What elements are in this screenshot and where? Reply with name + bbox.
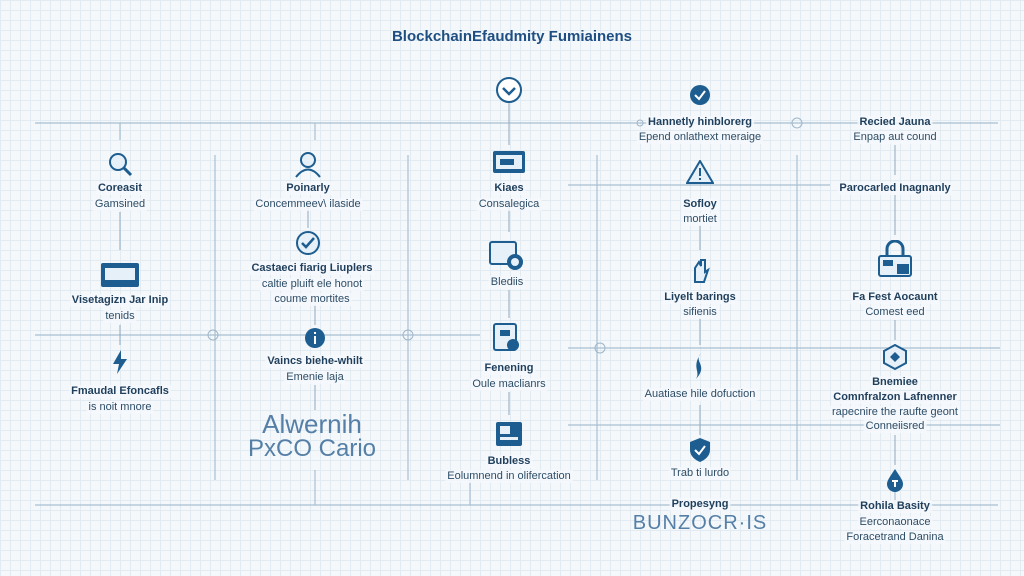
badge-icon <box>689 84 711 106</box>
chevron-down-circle-icon <box>495 76 523 104</box>
diagram-title: BlockchainEfaudmity Fumiainens <box>391 28 633 45</box>
device-icon <box>488 240 526 272</box>
node-label: Coreasit <box>97 182 143 194</box>
monitor-icon <box>492 150 526 176</box>
large-label: Alwernih <box>262 409 362 439</box>
node-sublabel: mortiet <box>683 213 717 225</box>
lock-icon <box>875 240 915 278</box>
shield-icon <box>689 437 711 463</box>
node-label: Auatiase hile dofuction <box>644 388 756 400</box>
node-sublabel: coume mortites <box>274 293 350 305</box>
node-label: Blediis <box>490 276 524 288</box>
large-label: PxCO Cario <box>247 435 377 462</box>
board-icon <box>494 420 524 448</box>
node-label: Bubless <box>487 455 531 467</box>
document-icon <box>492 322 522 354</box>
node-label: Propesyng <box>671 498 729 510</box>
node-sublabel: Enpap aut cound <box>853 131 937 143</box>
node-sublabel: Eerconaonace <box>859 516 931 528</box>
node-sublabel: Comest eed <box>865 306 925 318</box>
node-sublabel: sifienis <box>683 306 717 318</box>
node-sublabel: Consalegica <box>478 198 540 210</box>
node-sublabel: Emenie laja <box>286 371 344 383</box>
node-label: Visetagizn Jar Inip <box>71 294 169 306</box>
node-label: Recied Jauna <box>859 116 931 128</box>
node-label: Sofloy <box>683 198 717 210</box>
node-label: Rohila Basity <box>860 500 930 512</box>
hand-icon <box>690 258 710 284</box>
check-circle-icon <box>295 230 321 256</box>
node-label: Hannetly hinblorerg <box>648 116 752 128</box>
node-sublabel: caltie pluift ele honot <box>261 278 363 290</box>
lightning-icon <box>111 350 129 374</box>
node-sublabel: Conneiisred <box>865 420 925 432</box>
node-label: Bnemiee <box>872 376 918 388</box>
node-label: Fa Fest Aocaunt <box>852 291 938 303</box>
node-label: Castaeci fiarig Liuplers <box>251 262 373 274</box>
node-label: Kiaes <box>494 182 524 194</box>
node-label: Poinarly <box>286 182 330 194</box>
node-sublabel: tenids <box>105 310 135 322</box>
node-label: Trab ti lurdo <box>670 467 730 479</box>
search-icon <box>106 150 134 178</box>
node-sublabel: Concemmeev\ ilaside <box>255 198 361 210</box>
node-sublabel: Oule maclianrs <box>472 378 546 390</box>
flame-icon <box>689 352 711 380</box>
node-label: Liyelt barings <box>664 291 736 303</box>
node-sublabel: Eolumnend in olifercation <box>447 470 571 482</box>
warning-icon <box>686 160 714 184</box>
node-sublabel: Gamsined <box>94 198 146 210</box>
node-sublabel: is noit mnore <box>88 401 152 413</box>
node-sublabel: Epend onlathext meraige <box>638 131 762 143</box>
card-icon <box>100 262 140 288</box>
node-label: Parocarled Inagnanly <box>839 182 951 194</box>
node-label: Fmaudal Efoncafls <box>71 385 169 397</box>
info-icon <box>304 327 326 349</box>
user-icon <box>293 150 323 178</box>
node-label: Fenening <box>484 362 534 374</box>
hexagon-icon <box>883 344 907 370</box>
drop-icon <box>885 468 905 492</box>
large-label: BUNZOCR·IS <box>632 512 768 534</box>
node-sublabel: rapecnire the raufte geont <box>832 406 958 418</box>
node-label: Comnfralzon Lafnenner <box>833 391 957 403</box>
node-label: Vaincs biehe-whilt <box>267 355 363 367</box>
node-sublabel: Foracetrand Danina <box>846 531 944 543</box>
